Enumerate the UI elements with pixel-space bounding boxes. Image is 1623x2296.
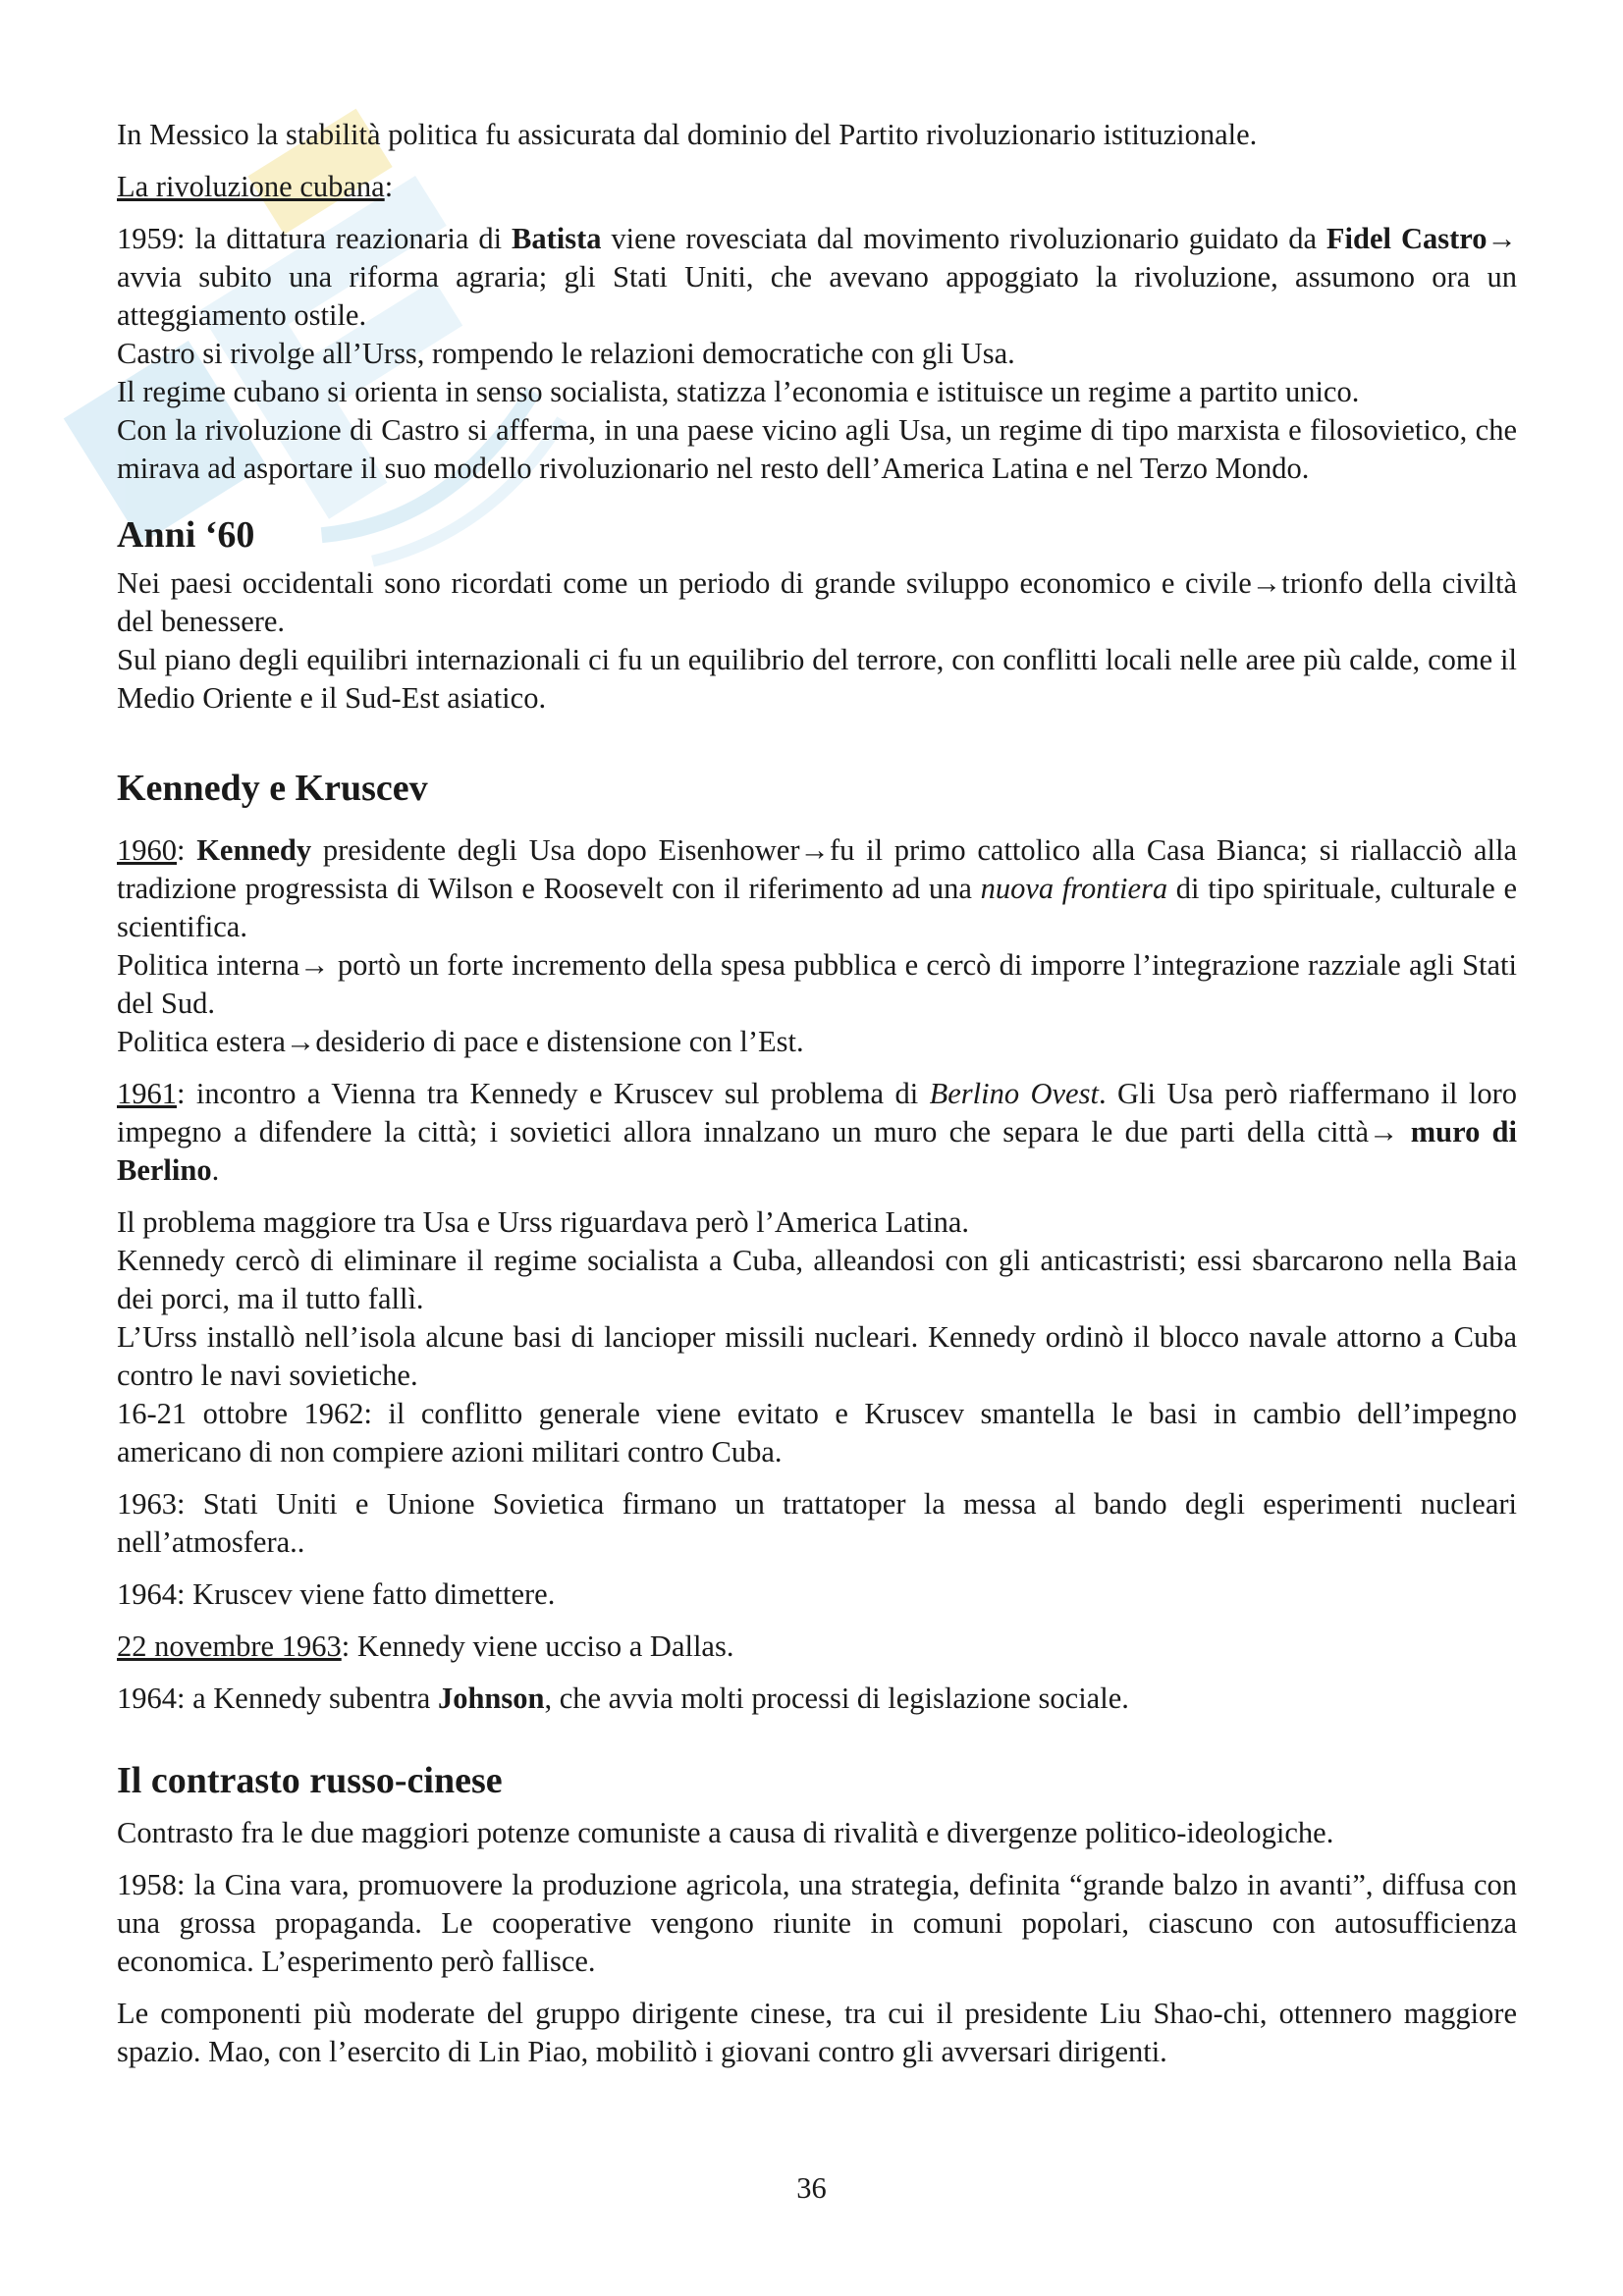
anni-60-paragraph-2: Sul piano degli equilibri internazionali ci fu un equilibrio del terrore, con conflitti locali nelle aree più calde, come il Medio Oriente e il Sud-Est asiatico. [117, 643, 1517, 715]
muro-berlino-bold: muro di Berlino [117, 1115, 1517, 1187]
johnson-bold: Johnson [437, 1682, 545, 1715]
text-run: , che avvia molti processi di legislazione sociale. [544, 1682, 1129, 1715]
cuba-heading-colon: : [384, 170, 394, 203]
date-22-novembre-1963: 22 novembre 1963 [117, 1629, 342, 1663]
text-run: : incontro a Vienna tra Kennedy e Kruscev sul problema di [177, 1077, 930, 1110]
batista-bold: Batista [511, 222, 602, 255]
kennedy-paragraph-6: Kennedy cercò di eliminare il regime socialista a Cuba, alleandosi con gli anticastristi; essi sbarcarono nella Baia dei porci, ma il tutto fallì. [117, 1244, 1517, 1315]
text-run: → avvia subito una riforma agraria; gli Stati Uniti, che avevano appoggiato la rivoluzione, assumono ora un atteggiamento ostile. [117, 222, 1517, 332]
kennedy-paragraph-7: L’Urss installò nell’isola alcune basi di lancioper missili nucleari. Kennedy ordinò il blocco navale attorno a Cuba contro le navi sovietiche. [117, 1320, 1517, 1392]
year-1961: 1961 [117, 1077, 177, 1110]
text-run: 1959: la dittatura reazionaria di [117, 222, 512, 255]
section-title-kennedy: Kennedy e Kruscev [117, 768, 428, 809]
nuova-frontiera-italic: nuova frontiera [980, 872, 1168, 905]
cuba-heading [117, 168, 1517, 206]
kennedy-paragraph-3: Politica estera→desiderio di pace e distensione con l’Est. [117, 1025, 804, 1058]
kennedy-paragraph-1 [117, 831, 1517, 946]
cuba-paragraph-2: Castro si rivolge all’Urss, rompendo le relazioni democratiche con gli Usa. [117, 337, 1015, 370]
cuba-paragraph-3: Il regime cubano si orienta in senso socialista, statizza l’economia e istituisce un regime a partito unico. [117, 375, 1360, 408]
cuba-paragraph-1 [117, 220, 1517, 335]
anni-60-paragraph-1: Nei paesi occidentali sono ricordati come un periodo di grande sviluppo economico e civile→trionfo della civiltà del benessere. [117, 566, 1517, 638]
berlino-ovest-italic: Berlino Ovest [929, 1077, 1099, 1110]
text-run: 1964: a Kennedy subentra [117, 1682, 438, 1715]
document-page [117, 116, 1517, 2071]
kennedy-paragraph-5: Il problema maggiore tra Usa e Urss riguardava però l’America Latina. [117, 1205, 970, 1239]
kennedy-bold: Kennedy [196, 833, 312, 867]
section-title-anni-60: Anni ‘60 [117, 514, 255, 556]
kennedy-paragraph-8: 16-21 ottobre 1962: il conflitto generale viene evitato e Kruscev smantella le basi in cambio dell’impegno americano di non compiere azioni militari contro Cuba. [117, 1397, 1517, 1468]
cuba-heading-text: La rivoluzione cubana [117, 170, 385, 203]
kennedy-paragraph-12 [117, 1680, 1517, 1718]
text-run: : [177, 833, 197, 867]
text-run: presidente degli Usa dopo Eisenhower→fu il primo cattolico alla Casa Bianca; si riallacciò alla tradizione progressista di Wilson e Roosevelt con il riferimento ad una [117, 833, 1517, 905]
kennedy-paragraph-11 [117, 1628, 1517, 1666]
text-run: . Gli Usa però riaffermano il loro impegno a difendere la città; i sovietici allora innalzano un muro che separa le due parti della città→ [117, 1077, 1517, 1148]
russo-cinese-paragraph-3: Le componenti più moderate del gruppo dirigente cinese, tra cui il presidente Liu Shao-chi, ottennero maggiore spazio. Mao, con l’esercito di Lin Piao, mobilitò i giovani contro gli avversari dirigenti. [117, 1997, 1517, 2068]
text-run: . [211, 1153, 220, 1187]
kennedy-paragraph-2: Politica interna→ portò un forte incremento della spesa pubblica e cercò di imporre l’integrazione razziale agli Stati del Sud. [117, 948, 1517, 1020]
section-title-russo-cinese: Il contrasto russo-cinese [117, 1760, 503, 1801]
kennedy-paragraph-9: 1963: Stati Uniti e Unione Sovietica firmano un trattatoper la messa al bando degli esperimenti nucleari nell’atmosfera.. [117, 1487, 1517, 1559]
cuba-paragraph-4: Con la rivoluzione di Castro si afferma, in una paese vicino agli Usa, un regime di tipo marxista e filosovietico, che mirava ad asportare il suo modello rivoluzionario nel resto dell’America Latina e nel Terzo Mondo. [117, 413, 1517, 485]
year-1960: 1960 [117, 833, 177, 867]
kennedy-paragraph-10: 1964: Kruscev viene fatto dimettere. [117, 1577, 556, 1611]
page-number: 36 [796, 2171, 827, 2205]
text-run: viene rovesciata dal movimento rivoluzionario guidato da [601, 222, 1326, 255]
russo-cinese-paragraph-1: Contrasto fra le due maggiori potenze comuniste a causa di rivalità e divergenze politico-ideologiche. [117, 1816, 1334, 1849]
text-run: : Kennedy viene ucciso a Dallas. [341, 1629, 734, 1663]
intro-paragraph: In Messico la stabilità politica fu assicurata dal dominio del Partito rivoluzionario istituzionale. [117, 118, 1258, 151]
russo-cinese-paragraph-2: 1958: la Cina vara, promuovere la produzione agricola, una strategia, definita “grande balzo in avanti”, diffusa con una grossa propaganda. Le cooperative vengono riunite in comuni popolari, ciascuno con autosufficienza economica. L’esperimento però fallisce. [117, 1868, 1517, 1978]
kennedy-paragraph-4 [117, 1075, 1517, 1190]
fidel-castro-bold: Fidel Castro [1325, 222, 1488, 255]
text-run: di tipo spirituale, culturale e scientifica. [117, 872, 1517, 943]
